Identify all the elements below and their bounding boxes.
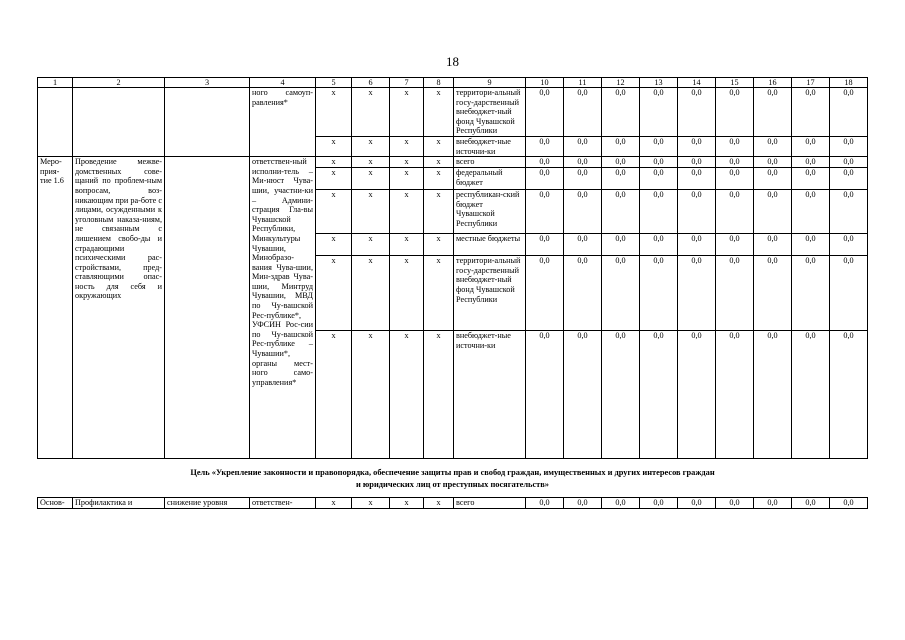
value-cell: 0,0 xyxy=(754,234,792,256)
value-cell: 0,0 xyxy=(564,498,602,509)
mark-cell: x xyxy=(390,136,424,156)
value-cell: 0,0 xyxy=(754,190,792,234)
header-cell: 18 xyxy=(830,78,868,88)
header-cell: 16 xyxy=(754,78,792,88)
value-cell: 0,0 xyxy=(640,88,678,137)
value-cell: 0,0 xyxy=(678,498,716,509)
value-cell: 0,0 xyxy=(526,88,564,137)
value-cell: 0,0 xyxy=(792,157,830,168)
main-measure-executor: ответствен- xyxy=(250,498,316,509)
mark-cell: x xyxy=(390,256,424,331)
mark-cell: x xyxy=(352,234,390,256)
value-cell: 0,0 xyxy=(602,88,640,137)
header-cell: 3 xyxy=(165,78,250,88)
funding-source: местные бюджеты xyxy=(454,234,526,256)
value-cell: 0,0 xyxy=(640,234,678,256)
value-cell: 0,0 xyxy=(716,168,754,190)
value-cell: 0,0 xyxy=(526,498,564,509)
value-cell: 0,0 xyxy=(602,136,640,156)
value-cell: 0,0 xyxy=(716,88,754,137)
value-cell: 0,0 xyxy=(792,168,830,190)
value-cell: 0,0 xyxy=(830,498,868,509)
header-row xyxy=(38,78,868,88)
mark-cell: x xyxy=(316,88,352,137)
value-cell: 0,0 xyxy=(754,88,792,137)
value-cell: 0,0 xyxy=(602,256,640,331)
value-cell: 0,0 xyxy=(716,331,754,459)
mark-cell: x xyxy=(316,498,352,509)
header-cell: 10 xyxy=(526,78,564,88)
value-cell: 0,0 xyxy=(678,157,716,168)
main-measure-label: Основ- xyxy=(38,498,73,509)
measure-col3 xyxy=(165,157,250,459)
value-cell: 0,0 xyxy=(754,498,792,509)
value-cell: 0,0 xyxy=(602,168,640,190)
value-cell: 0,0 xyxy=(640,190,678,234)
executor-cell: ного самоуп-равления* xyxy=(250,88,316,157)
mark-cell: x xyxy=(424,168,454,190)
value-cell: 0,0 xyxy=(678,234,716,256)
mark-cell: x xyxy=(390,157,424,168)
mark-cell: x xyxy=(352,256,390,331)
value-cell: 0,0 xyxy=(754,168,792,190)
value-cell: 0,0 xyxy=(602,234,640,256)
label-cell xyxy=(38,88,73,157)
value-cell: 0,0 xyxy=(792,234,830,256)
value-cell: 0,0 xyxy=(526,136,564,156)
header-cell: 14 xyxy=(678,78,716,88)
value-cell: 0,0 xyxy=(716,157,754,168)
header-cell: 12 xyxy=(602,78,640,88)
header-cell: 8 xyxy=(424,78,454,88)
mark-cell: x xyxy=(424,256,454,331)
value-cell: 0,0 xyxy=(754,136,792,156)
page-number: 18 xyxy=(446,54,459,69)
mark-cell: x xyxy=(352,136,390,156)
measure-name: Проведение межве-домственных сове-щаний по проблем-ным вопросам, воз-никающим при ра-боте с лицами, осужденными к уголовным наказа-ниям, не связанным с лишением свобо-ды и страдающими психическими рас-стройствами, пред-ставляющими опас-ность для себя и окружающих xyxy=(73,157,165,459)
mark-cell: x xyxy=(424,157,454,168)
value-cell: 0,0 xyxy=(564,234,602,256)
header-cell: 15 xyxy=(716,78,754,88)
funding-source: внебюджет-ные источни-ки xyxy=(454,136,526,156)
value-cell: 0,0 xyxy=(564,190,602,234)
value-cell: 0,0 xyxy=(830,256,868,331)
header-cell: 4 xyxy=(250,78,316,88)
header-cell: 2 xyxy=(73,78,165,88)
value-cell: 0,0 xyxy=(792,331,830,459)
mark-cell: x xyxy=(316,190,352,234)
mark-cell: x xyxy=(352,331,390,459)
funding-source: республикан-ский бюджет Чувашской Республики xyxy=(454,190,526,234)
value-cell: 0,0 xyxy=(526,256,564,331)
funding-source: территори-альный госу-дарственный внебюджет-ный фонд Чувашской Республики xyxy=(454,88,526,137)
measure-label: Меро-прия-тие 1.6 xyxy=(38,157,73,459)
mark-cell: x xyxy=(316,136,352,156)
col3-cell xyxy=(165,88,250,157)
value-cell: 0,0 xyxy=(716,136,754,156)
value-cell: 0,0 xyxy=(602,331,640,459)
mark-cell: x xyxy=(390,190,424,234)
value-cell: 0,0 xyxy=(526,190,564,234)
value-cell: 0,0 xyxy=(754,256,792,331)
funding-source: всего xyxy=(454,498,526,509)
mark-cell: x xyxy=(316,234,352,256)
funding-source: территори-альный госу-дарственный внебюджет-ный фонд Чувашской Республики xyxy=(454,256,526,331)
header-cell: 7 xyxy=(390,78,424,88)
value-cell: 0,0 xyxy=(754,157,792,168)
value-cell: 0,0 xyxy=(792,88,830,137)
mark-cell: x xyxy=(424,136,454,156)
goal-heading xyxy=(38,459,868,498)
value-cell: 0,0 xyxy=(830,190,868,234)
table-row xyxy=(38,88,868,137)
mark-cell: x xyxy=(390,331,424,459)
value-cell: 0,0 xyxy=(526,168,564,190)
value-cell: 0,0 xyxy=(792,256,830,331)
value-cell: 0,0 xyxy=(830,157,868,168)
value-cell: 0,0 xyxy=(526,234,564,256)
value-cell: 0,0 xyxy=(830,88,868,137)
mark-cell: x xyxy=(316,168,352,190)
mark-cell: x xyxy=(424,331,454,459)
value-cell: 0,0 xyxy=(640,256,678,331)
value-cell: 0,0 xyxy=(564,88,602,137)
value-cell: 0,0 xyxy=(716,498,754,509)
mark-cell: x xyxy=(352,498,390,509)
value-cell: 0,0 xyxy=(678,256,716,331)
value-cell: 0,0 xyxy=(716,234,754,256)
header-cell: 17 xyxy=(792,78,830,88)
funding-source: всего xyxy=(454,157,526,168)
value-cell: 0,0 xyxy=(564,256,602,331)
value-cell: 0,0 xyxy=(602,190,640,234)
value-cell: 0,0 xyxy=(640,136,678,156)
budget-table xyxy=(37,77,868,509)
mark-cell: x xyxy=(424,88,454,137)
value-cell: 0,0 xyxy=(716,190,754,234)
mark-cell: x xyxy=(352,168,390,190)
goal-line-2: и юридических лиц от преступных посягательств» xyxy=(355,480,549,490)
value-cell: 0,0 xyxy=(792,498,830,509)
value-cell: 0,0 xyxy=(564,331,602,459)
mark-cell: x xyxy=(352,157,390,168)
value-cell: 0,0 xyxy=(526,157,564,168)
value-cell: 0,0 xyxy=(830,331,868,459)
header-cell: 11 xyxy=(564,78,602,88)
value-cell: 0,0 xyxy=(640,331,678,459)
mark-cell: x xyxy=(390,498,424,509)
measure-executor: ответствен-ный исполни-тель – Ми-нюст Чува-шии, участни-ки – Админи-страция Гла-вы Чувашской Республики, Минкультуры Чувашии, Минобразо-вания Чува-шии, Мин-здрав Чува-шии, Минтруд Чувашии, МВД по Чу-вашской Рес-публике*, УФСИН Рос-сии по Чу-вашской Рес-публике – Чувашии*, органы мест-ного само-управления* xyxy=(250,157,316,459)
mark-cell: x xyxy=(424,190,454,234)
value-cell: 0,0 xyxy=(754,331,792,459)
value-cell: 0,0 xyxy=(792,190,830,234)
value-cell: 0,0 xyxy=(830,234,868,256)
main-measure-name: Профилактика и xyxy=(73,498,165,509)
table-row xyxy=(38,498,868,509)
value-cell: 0,0 xyxy=(678,168,716,190)
mark-cell: x xyxy=(352,190,390,234)
value-cell: 0,0 xyxy=(830,136,868,156)
value-cell: 0,0 xyxy=(716,256,754,331)
name-cell xyxy=(73,88,165,157)
funding-source: внебюджет-ные источни-ки xyxy=(454,331,526,459)
mark-cell: x xyxy=(352,88,390,137)
goal-line-1: Цель «Укрепление законности и правопорядка, обеспечение защиты прав и свобод граждан, имущественных и других интересов граждан xyxy=(190,468,715,478)
value-cell: 0,0 xyxy=(640,157,678,168)
value-cell: 0,0 xyxy=(640,498,678,509)
value-cell: 0,0 xyxy=(830,168,868,190)
value-cell: 0,0 xyxy=(678,136,716,156)
value-cell: 0,0 xyxy=(792,136,830,156)
value-cell: 0,0 xyxy=(640,168,678,190)
mark-cell: x xyxy=(390,88,424,137)
mark-cell: x xyxy=(390,234,424,256)
header-cell: 1 xyxy=(38,78,73,88)
header-cell: 13 xyxy=(640,78,678,88)
value-cell: 0,0 xyxy=(678,88,716,137)
header-cell: 9 xyxy=(454,78,526,88)
value-cell: 0,0 xyxy=(678,331,716,459)
goal-row xyxy=(38,459,868,498)
value-cell: 0,0 xyxy=(678,190,716,234)
mark-cell: x xyxy=(316,331,352,459)
header-cell: 6 xyxy=(352,78,390,88)
mark-cell: x xyxy=(316,157,352,168)
table-row xyxy=(38,157,868,168)
value-cell: 0,0 xyxy=(564,168,602,190)
value-cell: 0,0 xyxy=(564,136,602,156)
main-measure-col3: снижение уровня xyxy=(165,498,250,509)
value-cell: 0,0 xyxy=(526,331,564,459)
funding-source: федеральный бюджет xyxy=(454,168,526,190)
value-cell: 0,0 xyxy=(602,498,640,509)
mark-cell: x xyxy=(390,168,424,190)
mark-cell: x xyxy=(424,498,454,509)
header-cell: 5 xyxy=(316,78,352,88)
mark-cell: x xyxy=(424,234,454,256)
mark-cell: x xyxy=(316,256,352,331)
value-cell: 0,0 xyxy=(564,157,602,168)
value-cell: 0,0 xyxy=(602,157,640,168)
